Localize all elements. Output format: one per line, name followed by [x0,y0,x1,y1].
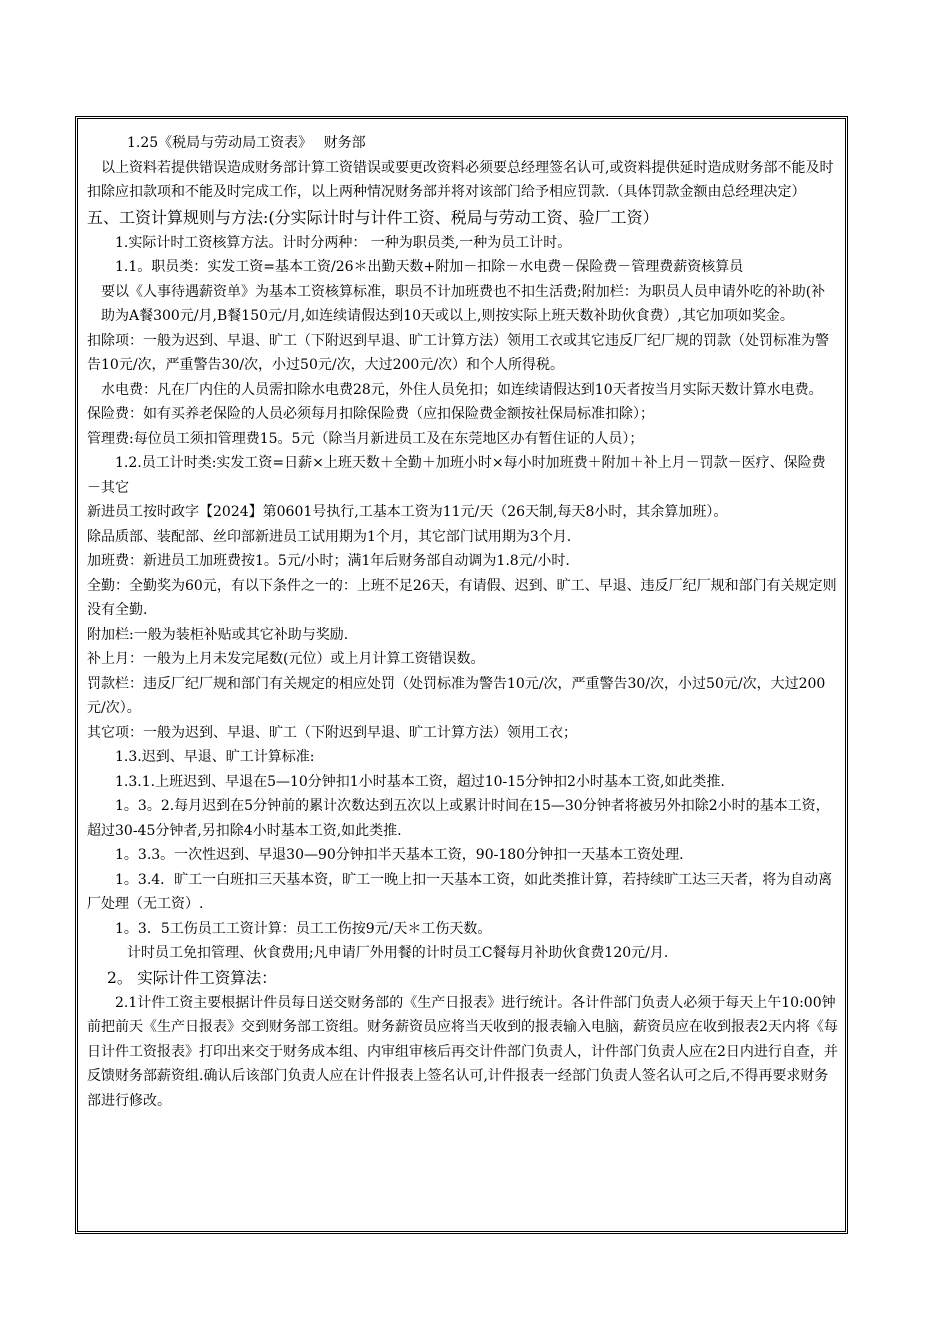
document-body [87,131,839,1113]
penalty-paragraph: 罚款栏：违反厂纪厂规和部门有关规定的相应处罚（处罚标准为警告10元/次，严重警告30/次，小过50元/次，大过200元/次）。 [87,675,826,716]
item-1-3-1: 1.3.1.上班迟到、早退在5—10分钟扣1小时基本工资，超过10-15分钟扣2小时基本工资,如此类推. [115,773,725,790]
item-1-1-continued: 要以《人事待遇薪资单》为基本工资核算标准，职员不计加班费也不扣生活费;附加栏：为职员人员申请外吃的补助(补助为A餐300元/月,B餐150元/月,如连续请假达到10天或以上,则按实际上班天数补助伙食费）,其它加项如奖金。 [101,283,826,324]
note-paragraph: 以上资料若提供错误造成财务部计算工资错误或要更改资料必须要总经理签名认可,或资料提供延时造成财务部不能及时扣除应扣款项和不能及时完成工作，以上两种情况财务部并将对该部门给予相应罚款.（具体罚款金额由总经理决定） [87,159,834,200]
item-1-3: 1.3.迟到、早退、旷工计算标准: [115,749,315,765]
attendance-paragraph: 全勤：全勤奖为60元，有以下条件之一的：上班不足26天，有请假、迟到、旷工、早退、违反厂纪厂规和部门有关规定则没有全勤. [87,577,837,618]
section-2-heading: 2。 实际计件工资算法： [107,968,277,987]
deduction-paragraph: 扣除项：一般为迟到、早退、旷工（下附迟到早退、旷工计算方法）领用工衣或其它违反厂纪厂规的罚款（处罚标准为警告10元/次，严重警告30/次，小过50元/次，大过200元/次）和个人所得税。 [87,332,829,373]
overtime-paragraph: 加班费：新进员工加班费按1。5元/小时；满1年后财务部自动调为1.8元/小时. [87,553,570,569]
section-5-heading: 五、工资计算规则与方法:(分实际计时与计件工资、税局与劳动工资、验厂工资） [87,207,659,227]
other-paragraph: 其它项：一般为迟到、早退、旷工（下附迟到早退、旷工计算方法）领用工衣； [87,724,577,741]
item-1-1: 1.1。职员类：实发工资=基本工资/26＊出勤天数+附加－扣除－水电费－保险费－管理费薪资核算员 [115,259,744,275]
item-1-3-4: 1。3.4．旷工一白班扣三天基本资，旷工一晚上扣一天基本工资，如此类推计算，若持续旷工达三天者，将为自动离厂处理（无工资）. [87,871,833,912]
new-employee-paragraph: 新进员工按时政字【2024】第0601号执行,工基本工资为11元/天（26天制,每天8小时，其余算加班）。 [87,504,728,520]
insurance-paragraph: 保险费：如有买养老保险的人员必须每月扣除保险费（应扣保险费金额按社保局标准扣除）； [87,406,654,422]
item-1-25: 1.25《税局与劳动局工资表》 财务部 [127,135,366,151]
last-month-paragraph: 补上月：一般为上月未发完尾数(元位）或上月计算工资错误数。 [87,651,485,667]
probation-paragraph: 除品质部、装配部、丝印部新进员工试用期为1个月，其它部门试用期为3个月. [87,528,572,545]
management-fee-paragraph: 管理费:每位员工须扣管理费15。5元（除当月新进员工及在东莞地区办有暂住证的人员）； [87,430,644,447]
item-1-3-3: 1。3.3。一次性迟到、早退30—90分钟扣半天基本工资，90-180分钟扣一天基本工资处理. [115,847,684,863]
document-frame [75,116,848,1234]
item-1-2: 1.2.员工计时类:实发工资=日薪×上班天数＋全勤＋加班小时×每小时加班费＋附加＋补上月－罚款－医疗、保险费－其它 [87,455,826,496]
item-1-3-5: 1。3．5工伤员工工资计算：员工工伤按9元/天＊工伤天数。 [115,920,492,937]
utility-paragraph: 水电费：凡在厂内住的人员需扣除水电费28元，外住人员免扣；如连续请假达到10天者按当月实际天数计算水电费。 [101,381,823,398]
item-1-3-2: 1。3。2.每月迟到在5分钟前的累计次数达到五次以上或累计时间在15—30分钟者将被另外扣除2小时的基本工资，超过30-45分钟者,另扣除4小时基本工资,如此类推. [87,798,830,839]
item-2-1: 2.1计件工资主要根据计件员每日送交财务部的《生产日报表》进行统计。各计件部门负责人必须于每天上午10:00钟前把前天《生产日报表》交到财务部工资组。财务薪资员应将当天收到的报表输入电脑，薪资员应在收到报表2天内将《每日计件工资报表》打印出来交于财务成本组、内审组审核后再交计件部门负责人，计件部门负责人应在2日内进行自查，并反馈财务部薪资组.确认后该部门负责人应在计件报表上签名认可,计件报表一经部门负责人签名认可之后,不得再要求财务部进行修改。 [87,994,838,1109]
additional-paragraph: 附加栏:一般为装柜补贴或其它补助与奖励. [87,626,349,643]
hourly-note: 计时员工免扣管理、伙食费用;凡申请厂外用餐的计时员工C餐每月补助伙食费120元/月. [127,945,669,961]
item-1: 1.实际计时工资核算方法。计时分两种： 一种为职员类,一种为员工计时。 [115,234,572,251]
